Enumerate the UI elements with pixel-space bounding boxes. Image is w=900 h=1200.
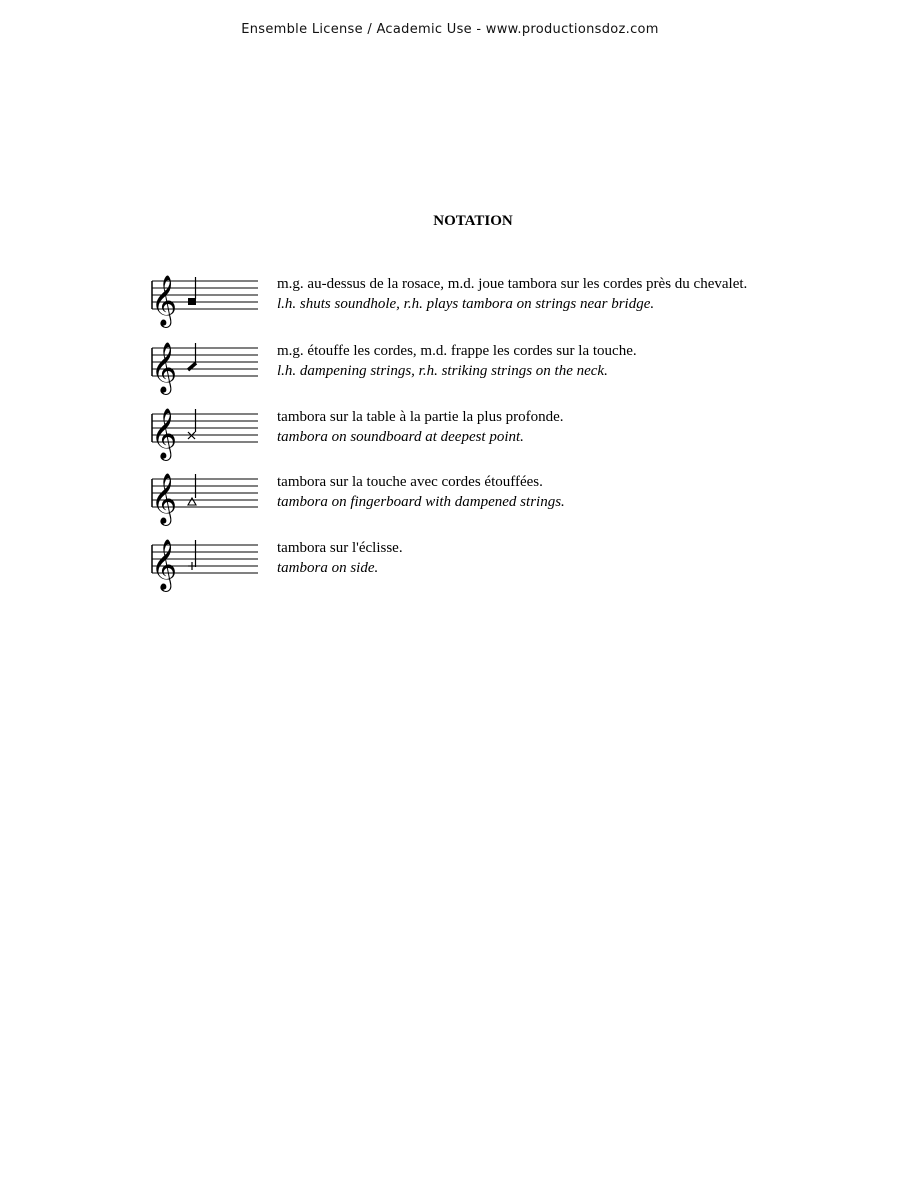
notation-entry-triangle [148, 469, 848, 531]
english-text: tambora on fingerboard with dampened strings. [277, 494, 565, 510]
treble-clef-icon: 𝄞 [151, 408, 178, 459]
entry-description [277, 472, 837, 512]
entry-description [277, 274, 837, 314]
page-title: NOTATION [433, 213, 513, 229]
notation-entry-slash [148, 338, 848, 400]
notation-entry-x [148, 404, 848, 466]
treble-clef-icon: 𝄞 [151, 275, 178, 326]
french-text: tambora sur la touche avec cordes étouffées. [277, 474, 543, 490]
english-text: l.h. dampening strings, r.h. striking strings on the neck. [277, 363, 608, 379]
treble-clef-icon: 𝄞 [151, 473, 178, 524]
staff-example [148, 469, 260, 531]
license-header: Ensemble License / Academic Use - www.productionsdoz.com [241, 22, 659, 37]
notation-entry-square [148, 271, 848, 333]
slash-notehead-icon [188, 343, 196, 370]
treble-clef-icon: 𝄞 [151, 342, 178, 393]
staff-example [148, 271, 260, 333]
english-text: tambora on soundboard at deepest point. [277, 429, 524, 445]
treble-clef-icon: 𝄞 [151, 539, 178, 590]
staff-example [148, 404, 260, 466]
french-text: m.g. étouffe les cordes, m.d. frappe les cordes sur la touche. [277, 343, 637, 359]
french-text: tambora sur la table à la partie la plus profonde. [277, 409, 564, 425]
french-text: m.g. au-dessus de la rosace, m.d. joue tambora sur les cordes près du chevalet. [277, 276, 748, 292]
entry-description [277, 538, 837, 578]
entry-description [277, 407, 837, 447]
entry-description [277, 341, 837, 381]
french-text: tambora sur l'éclisse. [277, 540, 403, 556]
staff-example [148, 338, 260, 400]
staff-example [148, 535, 260, 597]
english-text: l.h. shuts soundhole, r.h. plays tambora on strings near bridge. [277, 296, 655, 312]
english-text: tambora on side. [277, 560, 379, 576]
notation-entry-plus [148, 535, 848, 597]
